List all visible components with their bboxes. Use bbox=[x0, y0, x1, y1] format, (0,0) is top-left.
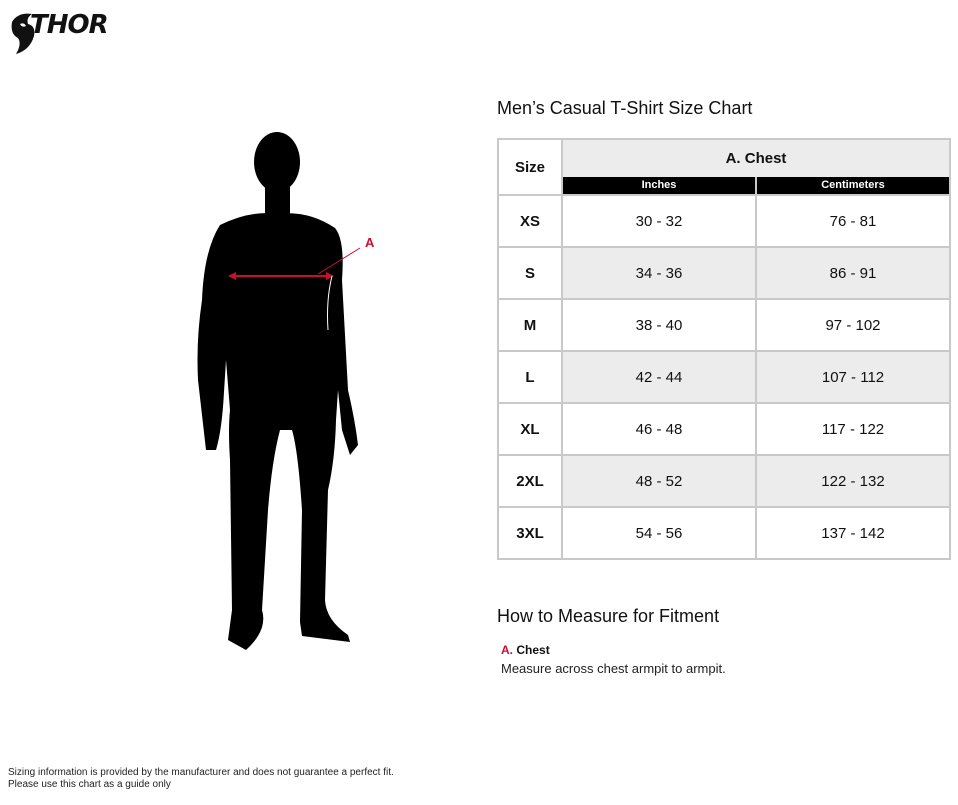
cm-cell: 76 - 81 bbox=[756, 195, 950, 247]
inches-cell: 54 - 56 bbox=[562, 507, 756, 559]
table-row bbox=[498, 403, 950, 455]
cm-cell: 117 - 122 bbox=[756, 403, 950, 455]
chest-column-header: A. Chest bbox=[562, 139, 950, 177]
table-row bbox=[498, 299, 950, 351]
inches-header: Inches bbox=[562, 177, 756, 195]
cm-cell: 107 - 112 bbox=[756, 351, 950, 403]
table-row bbox=[498, 455, 950, 507]
inches-cell: 38 - 40 bbox=[562, 299, 756, 351]
size-cell: M bbox=[498, 299, 562, 351]
brand-name: THOR bbox=[30, 10, 108, 40]
table-row bbox=[498, 351, 950, 403]
cm-cell: 97 - 102 bbox=[756, 299, 950, 351]
table-row bbox=[498, 195, 950, 247]
cm-cell: 86 - 91 bbox=[756, 247, 950, 299]
marker-a-label: A bbox=[365, 235, 375, 250]
measure-letter: A. bbox=[501, 643, 513, 657]
size-cell: XS bbox=[498, 195, 562, 247]
size-cell: 2XL bbox=[498, 455, 562, 507]
inches-cell: 46 - 48 bbox=[562, 403, 756, 455]
cm-cell: 137 - 142 bbox=[756, 507, 950, 559]
size-cell: XL bbox=[498, 403, 562, 455]
inches-cell: 30 - 32 bbox=[562, 195, 756, 247]
centimeters-header: Centimeters bbox=[756, 177, 950, 195]
size-cell: 3XL bbox=[498, 507, 562, 559]
disclaimer-line: Please use this chart as a guide only bbox=[8, 779, 171, 790]
disclaimer bbox=[8, 767, 394, 791]
disclaimer-line: Sizing information is provided by the manufacturer and does not guarantee a perfect fit. bbox=[8, 767, 394, 778]
size-column-header: Size bbox=[498, 139, 562, 195]
measure-label: Chest bbox=[516, 643, 550, 657]
size-cell: S bbox=[498, 247, 562, 299]
measure-title: How to Measure for Fitment bbox=[497, 606, 720, 626]
table-row bbox=[498, 507, 950, 559]
size-chart-table bbox=[497, 138, 951, 560]
measure-description: Measure across chest armpit to armpit. bbox=[501, 661, 726, 676]
table-row bbox=[498, 247, 950, 299]
chart-title: Men’s Casual T-Shirt Size Chart bbox=[497, 98, 753, 118]
inches-cell: 48 - 52 bbox=[562, 455, 756, 507]
inches-cell: 42 - 44 bbox=[562, 351, 756, 403]
inches-cell: 34 - 36 bbox=[562, 247, 756, 299]
measure-item-label bbox=[501, 643, 550, 657]
cm-cell: 122 - 132 bbox=[756, 455, 950, 507]
body-silhouette bbox=[190, 130, 380, 655]
size-cell: L bbox=[498, 351, 562, 403]
